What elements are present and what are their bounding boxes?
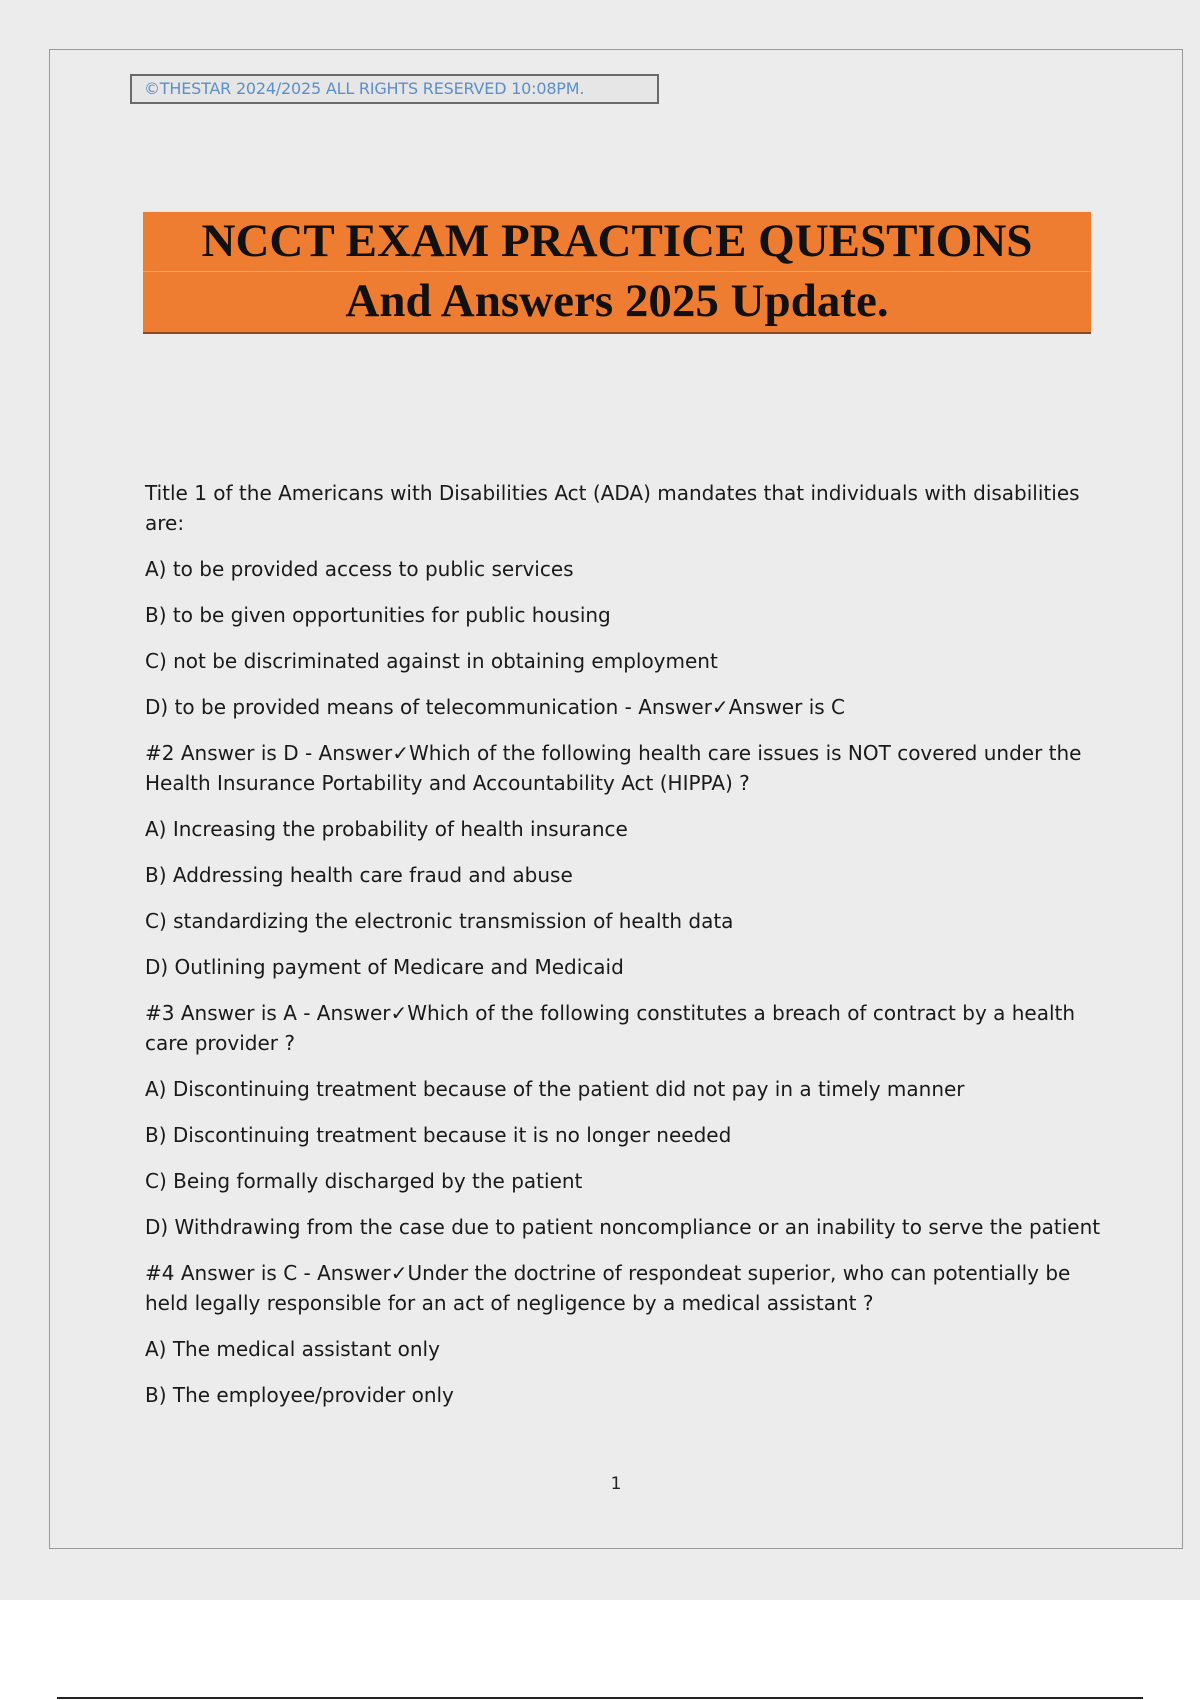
question-text: #4 Answer is C - Answer✓Under the doctrine of respondeat superior, who can potentially be held legally responsible for an act of negligence by a medical assistant ? xyxy=(145,1261,1071,1315)
answer-option: A) Increasing the probability of health insurance xyxy=(145,817,628,841)
title-line-2: And Answers 2025 Update. xyxy=(345,275,889,327)
footer-divider xyxy=(57,1697,1143,1699)
answer-option: B) Discontinuing treatment because it is no longer needed xyxy=(145,1123,732,1147)
answer-option: C) standardizing the electronic transmission of health data xyxy=(145,909,734,933)
answer-option: A) to be provided access to public services xyxy=(145,557,574,581)
answer-option: C) not be discriminated against in obtaining employment xyxy=(145,649,718,673)
answer-option: C) Being formally discharged by the patient xyxy=(145,1169,583,1193)
question-text: Title 1 of the Americans with Disabilities Act (ADA) mandates that individuals with disabilities are: xyxy=(145,481,1080,535)
question-content xyxy=(145,478,1101,1426)
copyright-notice: ©THESTAR 2024/2025 ALL RIGHTS RESERVED 10:08PM. xyxy=(130,74,659,104)
answer-option: D) to be provided means of telecommunication - Answer✓Answer is C xyxy=(145,695,845,719)
title-line-1: NCCT EXAM PRACTICE QUESTIONS xyxy=(143,212,1091,272)
question-text: #3 Answer is A - Answer✓Which of the following constitutes a breach of contract by a health care provider ? xyxy=(145,1001,1076,1055)
answer-option: B) The employee/provider only xyxy=(145,1383,454,1407)
question-text: #2 Answer is D - Answer✓Which of the following health care issues is NOT covered under the Health Insurance Portability and Accountability Act (HIPPA) ? xyxy=(145,741,1082,795)
page-number: 1 xyxy=(610,1474,622,1494)
answer-option: D) Withdrawing from the case due to patient noncompliance or an inability to serve the patient xyxy=(145,1215,1101,1239)
answer-option: D) Outlining payment of Medicare and Medicaid xyxy=(145,955,624,979)
answer-option: B) Addressing health care fraud and abuse xyxy=(145,863,573,887)
answer-option: B) to be given opportunities for public housing xyxy=(145,603,611,627)
title-banner xyxy=(143,212,1091,334)
answer-option: A) Discontinuing treatment because of the patient did not pay in a timely manner xyxy=(145,1077,965,1101)
answer-option: A) The medical assistant only xyxy=(145,1337,440,1361)
